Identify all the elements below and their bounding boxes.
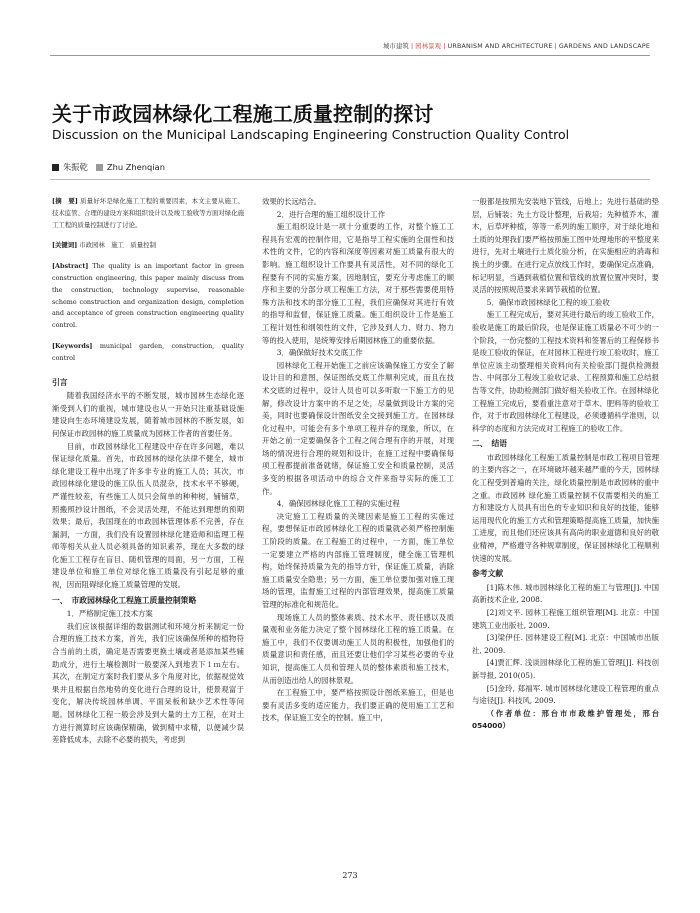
author-marker-icon — [96, 164, 103, 171]
header-category-cn: 城市建筑 — [382, 43, 409, 50]
keywords-en-label: [Keywords] — [52, 341, 93, 350]
subsection-5-heading: 5．确保市政园林绿化工程的竣工验收 — [486, 297, 610, 307]
title-chinese: 关于市政园林绿化工程施工质量控制的探讨 — [52, 103, 434, 126]
header-section-en: GARDENS AND LANDSCAPE — [558, 43, 650, 50]
author-name-en: Zhu Zhenqian — [106, 162, 165, 172]
subsection-4-text-2: 现场施工人员的整体素质、技术水平、责任感以及质量观和业务能力决定了整个园林绿化工程的施工质量。在施工中，我们不仅要调动施工人员的积极性，加强他们的质量意识和责任感，而且还要让他们学习某些必要的专业知识，提高施工人员和管理人员的整体素质和施工技术，从而创造出给人的园林景观。 — [262, 612, 454, 685]
intro-paragraph-2: 目前，市政园林绿化工程建设中存在许多问题，难以保证绿化质量。首先，市政园林的绿化法律不健全，城市绿化建设工程中出现了许多非专业的施工人员；其次，市政园林绿化建设的施工队伍人员混杂，技术水平不够硬，严谨性较差，有些施工人员只会简单的种种树，铺铺草，照搬照抄设计图纸，不会灵活处理，不能达到理想的预期效果；最后，我国现在的市政园林管理体系不完善，存在漏洞，一方面，我们没有设置园林绿化建造师和监理工程师等相关从业人员必须具备的知识素养，现在大多数的绿化施工工程存在盲目、随机管理的局面，另一方面，工程建设单位和施工单位对绿化施工质量没有引起足够的重视，因而阻碍绿化施工质量管理的发展。 — [52, 441, 244, 590]
keywords-cn-label: [关键词] — [52, 241, 78, 250]
author-name-cn: 朱振乾 — [63, 162, 88, 172]
column-2 — [262, 196, 454, 725]
title-english: Discussion on the Municipal Landscaping Engineering Construction Quality Control — [52, 127, 570, 142]
keywords-en-text: municipal garden, construction, quality control — [52, 341, 244, 362]
reference-item: [3]梁伊任. 园林建设工程[M]. 北京：中国城市出版社, 2009. — [472, 633, 659, 655]
header-section-cn: 园林景观 — [415, 43, 442, 50]
conclusion-text: 市政园林绿化工程施工质量控制是市政工程项目管理的主要内容之一，在环境破坏越来越严重的今天，园林绿化工程受到普遍的关注，绿化质量控制是市政园林的重中之重。市政园林 绿化施工质量控制不仅需要相关的施工方和建设方人员具有出色的专业知识和良好的技能，能够运用现代化的施工方式和管理策略提高施工质量，加快施工进度，而且他们还应该具有高尚的职业道德和良好的敬业精神，严格遵守各种规章制度，保证园林绿化工程顺利快速的发展。 — [472, 452, 659, 563]
subsection-1-text: 我们应该根据详细的数据测试和环境分析来制定一份合理的施工技术方案，首先，我们应该确保所种的植物符合当前的土质，确定是否需要更换土壤或者是添加某些辅助成分，进行土壤检测时一般要深入到地表下１ｍ左右。其次，在制定方案时我们要从多个角度对比，依据视觉效果并且根据自然地势的变化进行合理的设计，使景观富于变化，解决传统园林单调、平面呆板和缺少艺术性等问题。园林绿化工程一般会涉及到大量的土方工程，在对土方进行测算时应该确保精确，做到精中求精，以便减少误差降低成本，去除不必要的损失，考虑到 — [52, 621, 244, 745]
abstract-en-label: [Abstract] — [52, 262, 89, 271]
author-affiliation: （作者单位：邢台市市政维护管理处，邢台054000） — [472, 708, 659, 731]
abstract-cn-label: [摘 要] — [52, 197, 78, 205]
reference-item: [2]刘文平. 园林工程施工组织管理[M]. 北京：中国建筑工业出版社, 2009. — [472, 608, 659, 630]
abstract-en — [52, 261, 244, 332]
reference-item: [4]贾汇辉. 浅谈园林绿化工程的施工管理[J]. 科技创新导报, 2010(05). — [472, 658, 659, 680]
abstract-cn-text: 质量好坏是绿化施工工程的重要因素，本文主要从施工、技术监管、合理的建设方案和组织设计以及竣工验收等方面对绿化施工工程的质量控制进行了讨论。 — [52, 197, 244, 229]
keywords-cn — [52, 240, 244, 252]
abstract-en-text: The quality is an important factor in green construction engineering, this paper mainly discuss from the construction, technology supervise, reasonable scheme construction and organization design, completion and acceptance of green construction engineering quality control. — [52, 262, 244, 330]
author-marker-icon — [52, 164, 59, 171]
keywords-cn-text: 市政园林 施工 质量控制 — [79, 241, 156, 250]
reference-item: [1]陈木伟. 城市园林绿化工程的施工与管理[J]. 中国高新技术企业, 2008. — [472, 582, 659, 605]
conclusion-heading: 二、 结语 — [472, 439, 508, 449]
paragraph-continuation: 效果的长远结合。 — [262, 197, 322, 206]
page-number: 273 — [342, 871, 358, 880]
running-header: 城市建筑 | 园林景观 | URBANISM AND ARCHITECTURE | GARDENS AND LANDSCAPE — [382, 43, 650, 50]
keywords-en — [52, 341, 244, 365]
abstract-cn — [52, 196, 244, 231]
subsection-4-text-1: 决定施工工程质量的关键因素是施工工程的实施过程，要想保证市政园林绿化工程的质量就必须严格控制施工阶段的质量。在工程施工的过程中，一方面，施工单位一定要建立严格的内部施工管理制度，健全施工管理机构，始终保持质量为先的指导方针，保证施工质量，消除施工质量安全隐患；另一方面，施工单位要加强对施工现场的管理，监督施工过程的内部管理效果，提高施工质量管理的标准化和规范化。 — [262, 511, 454, 609]
column-3 — [472, 196, 659, 733]
reference-item: [5]金玲, 郑福军. 城市园林绿化建设工程管理的重点与途径[J]. 科技风, 2009. — [472, 683, 659, 706]
section-1-heading: 一、 市政园林绿化工程施工质量控制策略 — [52, 595, 197, 605]
title-divider — [50, 179, 650, 180]
subsection-2-heading: 2．进行合理的施工组织设计工作 — [276, 209, 385, 219]
subsection-5-text: 施工工程完成后，要对其进行最后的竣工验收工作，验收是施工的最后阶段，也是保证施工质量必不可少的一个阶段，一份完整的工程技术资料和签署后的工程保修书是竣工验收的保证，在对园林工程进行竣工验收时，施工单位应该主动整理相关资料向有关检验部门提供检测报告、中间部分工程竣工验收记录、工程预算和施工总结报告等文件，协助检测部门做好相关验收工作。在园林绿化工程施工完成后，要看重注意对于草木、肥料等的验收工作，对于市政园林绿化工程建设，必须遵循科学准则，以科学的态度和方法完成对工程施工的验收工作。 — [472, 310, 659, 433]
subsection-1-heading: 1．严格制定施工技术方案 — [66, 609, 153, 619]
subsection-3-text: 园林绿化工程开始施工之前应该确保施工方安全了解设计目的和意图，保证图纸交底工作顺利完成，而且在技术交底的过程中，设计人员也可以多听取一下施工方的见解，修改设计方案中的不足之处，尽量做到设计方案的完美，同时也要确保设计图纸安全交接到施工方。在园林绿化过程中，可能会有多个单项工程并存的现象，所以，在开始之前一定要确保各个工程之间合理有序的开展，对现场的情况进行合理的规划和设计，在施工过程中要确保每项工程都提前准备就绪，保证施工安全和质量控制，灵活多变的根据各项活动中的综合文件来指导实际的施工工作。 — [262, 360, 454, 496]
header-category-en: URBANISM AND ARCHITECTURE — [447, 43, 553, 50]
subsection-2-text: 施工组织设计是一项十分重要的工作，对整个施工工程具有宏观的控制作用，它是指导工程实施的全面性和技术性的文件，它的内容和深度等因素对施工质量有很大的影响。施工组织设计工作要具有灵活性，对不同的绿化工程要有不同的实施方案，因地制宜，要充分考虑施工的顺序和主要的分部分项工程施工方法，对于那些需要使用特殊方法和技术的部分施工工程，我们应确保对其进行有效的指导和监督，保证施工质量。施工组织设计工作是施工工程计划性和纲领性的文件，它涉及到人力、财力、物力等的投入使用，是统筹安排后期园林施工的重要依据。 — [262, 222, 454, 345]
header-divider — [50, 55, 650, 56]
subsection-4-heading: 4．确保园林绿化施工工程的实施过程 — [276, 499, 400, 509]
intro-paragraph-1: 随着我国经济水平的不断发展，城市园林生态绿化逐渐受到人们的重视，城市建设也从一开始只注重基础设施建设向生态环境建设发展，随着城市园林的不断发展，如何保证市政园林的施工质量成为园林工作者的首要任务。 — [52, 391, 244, 438]
author-line — [52, 161, 165, 173]
references-heading: 参考文献 — [472, 569, 504, 579]
subsection-4-text-3: 在工程施工中，要严格按照设计图纸来施工，但是也要有灵活多变的适应能力，我们要正确的使用施工工艺和技术，保证施工安全的控制。施工中， — [262, 688, 454, 723]
column-1 — [52, 196, 244, 747]
paragraph-continuation: 一般都是按照先安装地下管线，后地上；先进行基础的垫层，后铺装；先土方设计整理，后栽培；先种植乔木，灌木，后草坪种植，等等一系列的施工顺序，对于绿化地和土质的处理我们要严格按照施工图中处理地形的平整度来进行，先对土壤进行土质化验分析，在实施相应的消毒和换土的步骤。在进行定点放线工作时，要确保定点准确，标记明显，当遇到栽植位置和管线的放置位置冲突时，要灵活的按照规范要求来调节栽植的位置。 — [472, 197, 659, 295]
intro-heading: 引言 — [52, 377, 68, 387]
subsection-3-heading: 3．确保做好技术交底工作 — [276, 348, 363, 358]
